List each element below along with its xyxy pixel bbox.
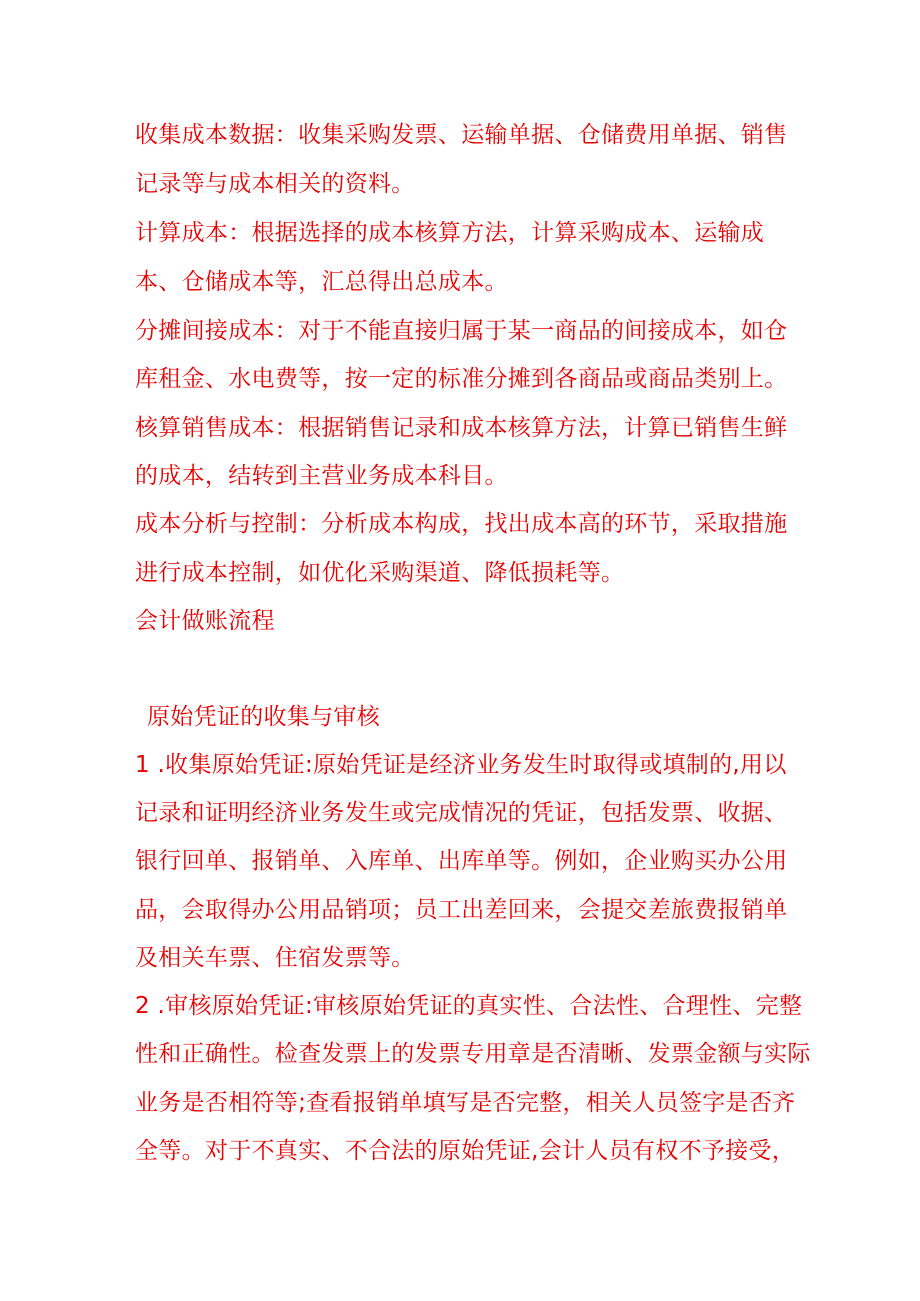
text-line: 分摊间接成本：对于不能直接归属于某一商品的间接成本，如仓 [135, 318, 788, 344]
text-line: 1 .收集原始凭证:原始凭证是经济业务发生时取得或填制的,用以 [135, 752, 787, 778]
text-line: 2 .审核原始凭证:审核原始凭证的真实性、合法性、合理性、完整 [135, 993, 803, 1019]
text-line: 记录等与成本相关的资料。 [135, 171, 415, 197]
text-line: 品，会取得办公用品销项；员工出差回来，会提交差旅费报销单 [135, 897, 788, 923]
text-line: 银行回单、报销单、入库单、出库单等。例如，企业购买办公用 [135, 848, 788, 874]
text-line: 进行成本控制，如优化采购渠道、降低损耗等。 [135, 560, 625, 586]
text-line: 记录和证明经济业务发生或完成情况的凭证，包括发票、收据、 [135, 800, 788, 826]
subsection-heading: 原始凭证的收集与审核 [147, 704, 380, 730]
text-line: 计算成本：根据选择的成本核算方法，计算采购成本、运输成 [135, 220, 765, 246]
text-line: 的成本，结转到主营业务成本科目。 [135, 463, 508, 489]
text-line: 核算销售成本：根据销售记录和成本核算方法，计算已销售生鲜 [135, 415, 788, 441]
text-line: 性和正确性。检查发票上的发票专用章是否清晰、发票金额与实际 [135, 1041, 811, 1067]
text-line: 业务是否相符等;查看报销单填写是否完整，相关人员签字是否齐 [135, 1090, 796, 1116]
text-line: 成本分析与控制：分析成本构成，找出成本高的环节，采取措施 [135, 511, 788, 537]
section-heading: 会计做账流程 [135, 608, 275, 634]
text-line: 本、仓储成本等，汇总得出总成本。 [135, 269, 508, 295]
text-line: 收集成本数据：收集采购发票、运输单据、仓储费用单据、销售 [135, 122, 788, 148]
text-line: 库租金、水电费等，按一定的标准分摊到各商品或商品类别上。 [135, 366, 788, 392]
text-line: 及相关车票、住宿发票等。 [135, 945, 415, 971]
text-line: 全等。对于不真实、不合法的原始凭证,会计人员有权不予接受， [135, 1138, 796, 1164]
